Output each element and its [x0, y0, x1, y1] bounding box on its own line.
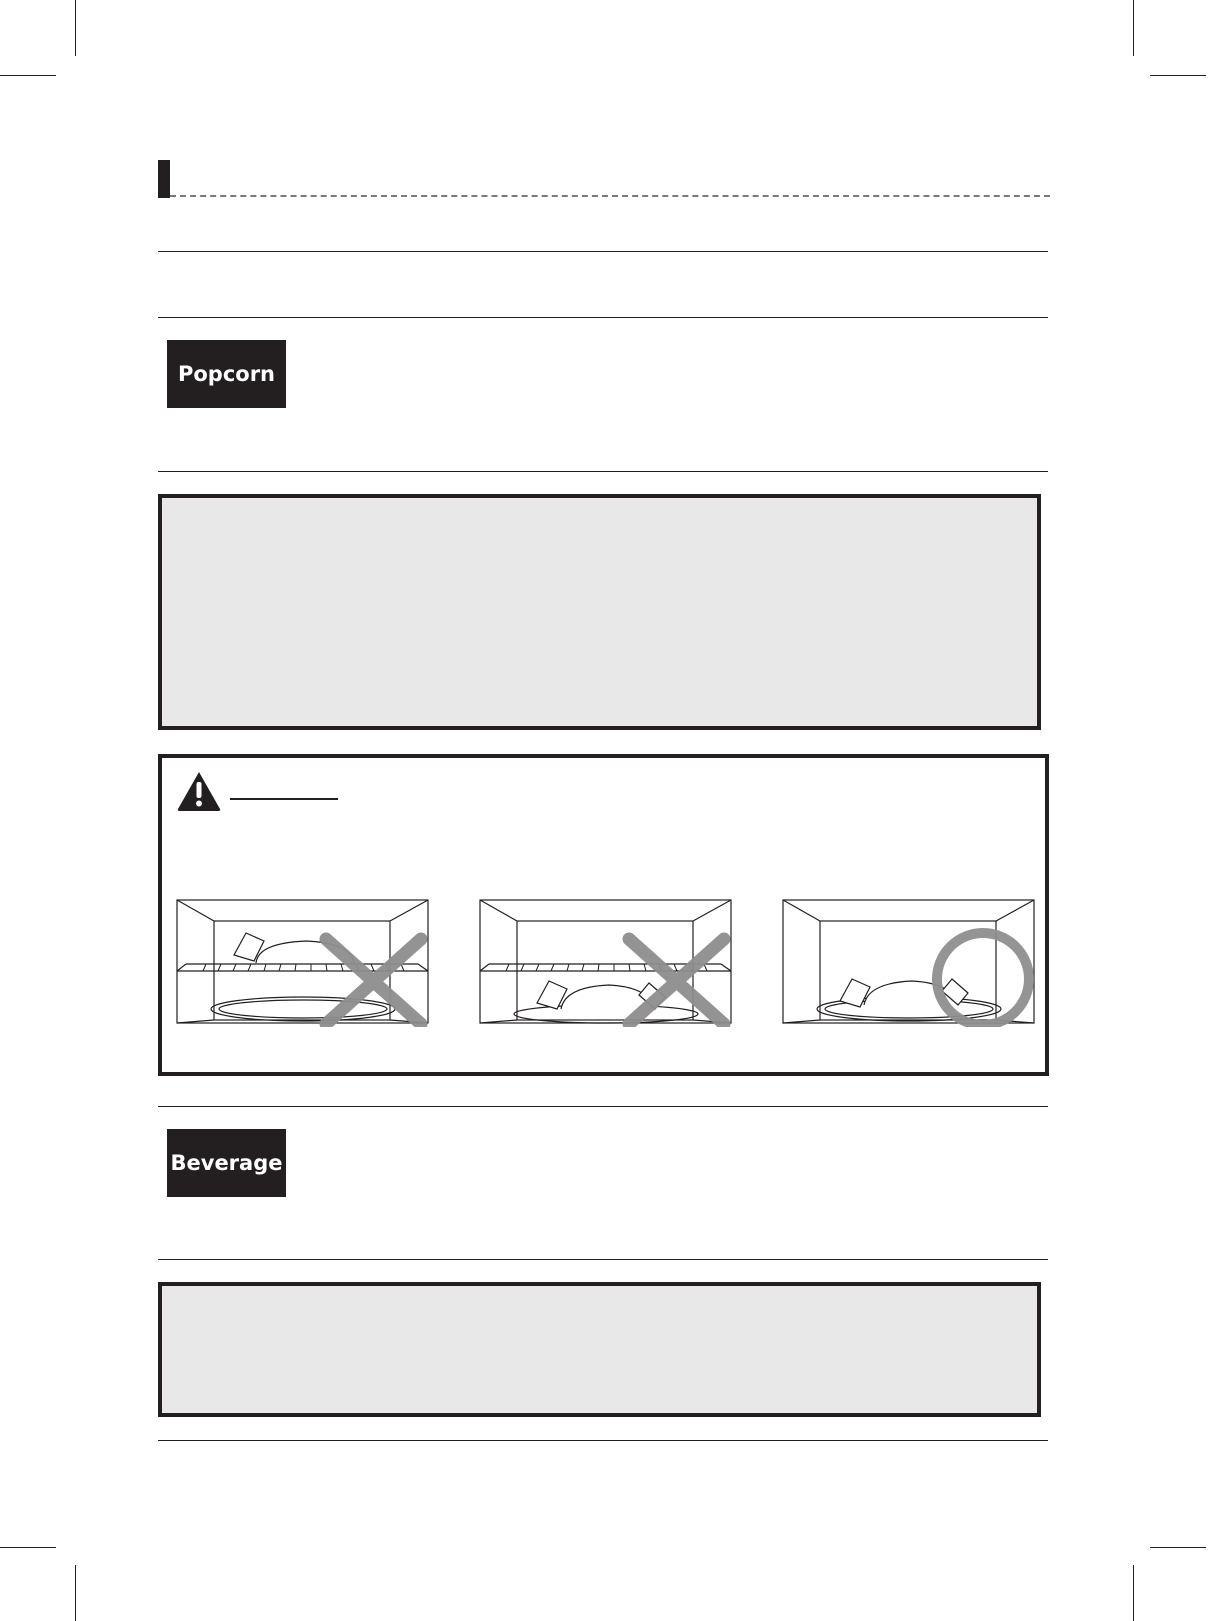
crop-mark-bottom-left-horizontal: [0, 1547, 56, 1548]
popcorn-on-plate-illustration: [782, 899, 1036, 1027]
popcorn-on-rack-illustration: [176, 899, 430, 1027]
beverage-note-box: [158, 1282, 1041, 1417]
popcorn-badge: Popcorn: [167, 340, 286, 408]
divider-rule: [158, 471, 1048, 472]
crop-mark-top-left-vertical: [75, 0, 76, 56]
divider-rule: [158, 1440, 1048, 1441]
popcorn-note-box: [158, 494, 1041, 730]
divider-rule: [158, 251, 1048, 252]
crop-mark-bottom-left-vertical: [75, 1565, 76, 1621]
popcorn-under-rack-illustration: [479, 899, 733, 1027]
crop-mark-top-right-vertical: [1133, 0, 1134, 56]
crop-mark-top-left-horizontal: [0, 75, 56, 76]
crop-mark-bottom-right-vertical: [1133, 1565, 1134, 1621]
crop-mark-bottom-right-horizontal: [1150, 1547, 1206, 1548]
section-title-dashed-line: [170, 195, 1050, 197]
divider-rule: [158, 1259, 1048, 1260]
popcorn-warning-box: [158, 754, 1049, 1076]
crop-mark-top-right-horizontal: [1150, 75, 1206, 76]
divider-rule: [158, 1106, 1048, 1107]
divider-rule: [158, 317, 1048, 318]
warning-triangle-icon: [176, 770, 222, 812]
beverage-badge: Beverage: [167, 1129, 286, 1197]
section-title-marker: [158, 160, 170, 198]
warning-label-underline: [230, 798, 338, 800]
